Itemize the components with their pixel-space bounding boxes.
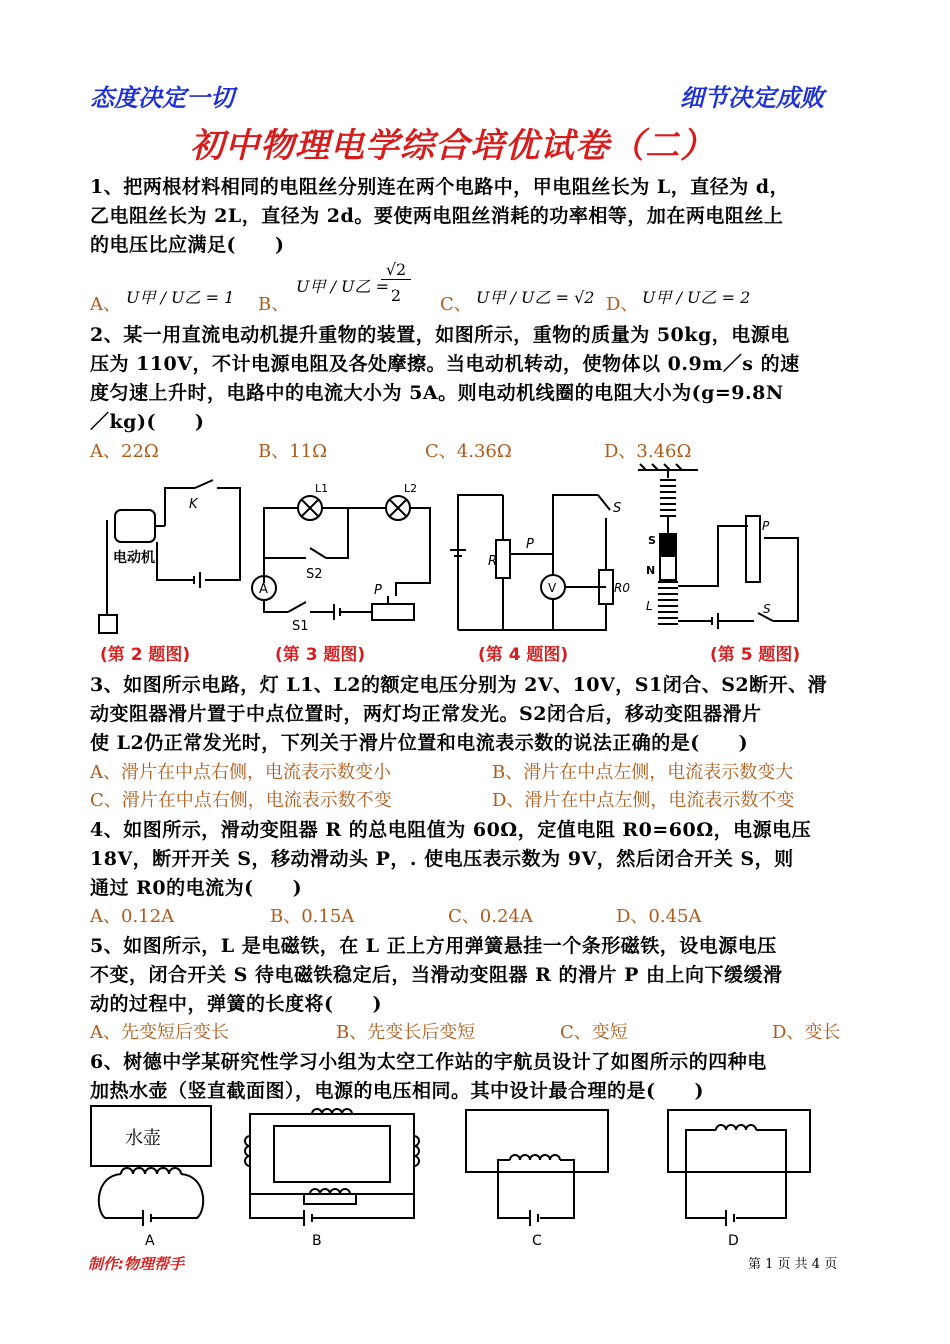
- q3-option-c: C、滑片在中点右侧，电流表示数不变: [90, 790, 392, 811]
- q1-option-label: A、: [90, 294, 121, 315]
- q2-option-c: C、4.36Ω: [425, 441, 512, 462]
- q1-line: 的电压比应满足( ): [90, 234, 285, 256]
- figure-5-s-pole-label: S: [648, 534, 656, 547]
- q4-line: 4、如图所示，滑动变阻器 R 的总电阻值为 60Ω，定值电阻 R0=60Ω，电源电压: [90, 819, 812, 841]
- q6-figure-label: A: [145, 1233, 155, 1249]
- q6-figure-label: C: [532, 1233, 542, 1249]
- q1-option-b-denominator: 2: [390, 286, 402, 305]
- q3-line: 使 L2仍正常发光时，下列关于滑片位置和电流表示数的说法正确的是( ): [90, 732, 749, 754]
- q5-line: 5、如图所示，L 是电磁铁，在 L 正上方用弹簧悬挂一个条形磁铁，设电源电压: [90, 935, 777, 957]
- figure-3-s1-label: S1: [292, 619, 309, 634]
- q3-option-d: D、滑片在中点左侧，电流表示数不变: [492, 790, 795, 811]
- q1-option-label: D、: [606, 294, 639, 315]
- q1-option-b-formula: U甲 / U乙 =: [296, 277, 390, 296]
- q1-line: 1、把两根材料相同的电阻丝分别连在两个电路中，甲电阻丝长为 L，直径为 d，: [90, 176, 790, 198]
- figure-caption: (第 4 题图): [478, 645, 569, 665]
- figure-3-ammeter-label: A: [259, 582, 268, 597]
- q4-line: 18V，断开开关 S，移动滑动头 P，. 使电压表示数为 9V，然后闭合开关 S，则: [90, 848, 794, 870]
- q5-option-a: A、先变短后变长: [90, 1022, 229, 1043]
- q4-option-b: B、0.15A: [270, 906, 355, 927]
- q2-line: 度匀速上升时，电路中的电流大小为 5A。则电动机线圈的电阻大小为(g=9.8N: [90, 382, 784, 404]
- figure-3-l1-label: L1: [315, 482, 329, 495]
- q6-figure-a: [85, 1100, 225, 1250]
- q4-line: 通过 R0的电流为( ): [90, 877, 303, 899]
- q5-option-c: C、变短: [560, 1022, 628, 1043]
- figure-3-l2-label: L2: [404, 482, 418, 495]
- figure-2-motor-label: 电动机: [113, 550, 155, 566]
- q1-option-label: C、: [440, 294, 472, 315]
- header-motto-left: 态度决定一切: [90, 84, 234, 112]
- q1-line: 乙电阻丝长为 2L，直径为 2d。要使两电阻丝消耗的功率相等，加在两电阻丝上: [90, 205, 784, 227]
- footer-author: 制作:物理帮手: [88, 1255, 184, 1273]
- q1-option-d-formula: U甲 / U乙 = 2: [642, 288, 751, 307]
- q1-option-c-formula: U甲 / U乙 = √2: [476, 288, 595, 307]
- q4-option-d: D、0.45A: [616, 906, 702, 927]
- q3-line: 动变阻器滑片置于中点位置时，两灯均正常发光。S2闭合后，移动变阻器滑片: [90, 703, 762, 725]
- q6-line: 6、树德中学某研究性学习小组为太空工作站的宇航员设计了如图所示的四种电: [90, 1051, 767, 1073]
- q4-option-a: A、0.12A: [90, 906, 175, 927]
- q5-line: 不变，闭合开关 S 待电磁铁稳定后，当滑动变阻器 R 的滑片 P 由上向下缓缓滑: [90, 964, 783, 986]
- q2-line: 2、某一用直流电动机提升重物的装置，如图所示，重物的质量为 50kg，电源电: [90, 324, 790, 346]
- q6-figure-b: [244, 1100, 424, 1250]
- figure-4-s-label: S: [613, 501, 622, 516]
- figure-5-electromagnet-circuit: [638, 466, 818, 636]
- figure-4-v-label: V: [548, 581, 557, 595]
- figure-5-n-pole-label: N: [646, 564, 656, 577]
- figure-4-p-label: P: [526, 537, 534, 552]
- q3-line: 3、如图所示电路，灯 L1、L2的额定电压分别为 2V、10V，S1闭合、S2断开、滑: [90, 674, 828, 696]
- q5-option-b: B、先变长后变短: [336, 1022, 476, 1043]
- q5-line: 动的过程中，弹簧的长度将( ): [90, 993, 382, 1015]
- q2-option-d: D、3.46Ω: [604, 441, 692, 462]
- figure-2-motor-circuit: [95, 480, 245, 640]
- q2-option-a: A、22Ω: [90, 441, 159, 462]
- q6-line: 加热水壶（竖直截面图），电源的电压相同。其中设计最合理的是( ): [90, 1080, 704, 1102]
- q2-line: 压为 110V，不计电源电阻及各处摩擦。当电动机转动，使物体以 0.9m／s 的速: [90, 353, 800, 375]
- q5-option-d: D、变长: [772, 1022, 841, 1043]
- q3-option-b: B、滑片在中点左侧，电流表示数变大: [492, 762, 794, 783]
- figure-4-voltmeter-circuit: [448, 480, 628, 640]
- header-motto-right: 细节决定成败: [680, 84, 824, 112]
- page-number: 第 1 页 共 4 页: [748, 1257, 838, 1272]
- figure-caption: (第 5 题图): [710, 645, 801, 665]
- q6-figure-d: [660, 1100, 820, 1250]
- figure-4-r-label: R: [488, 554, 498, 569]
- figure-5-l-label: L: [646, 599, 653, 613]
- q1-option-a-formula: U甲 / U乙 = 1: [126, 288, 235, 307]
- q6-kettle-label: 水壶: [125, 1128, 161, 1149]
- figure-4-r0-label: R0: [614, 581, 630, 595]
- q2-line: ／kg)( ): [90, 411, 205, 433]
- figure-caption: (第 3 题图): [275, 645, 366, 665]
- figure-3-s2-label: S2: [306, 567, 323, 582]
- q4-option-c: C、0.24A: [448, 906, 533, 927]
- figure-3-lamp-circuit: [248, 478, 438, 638]
- q6-figure-label: B: [312, 1233, 322, 1249]
- figure-5-switch-label: S: [763, 602, 771, 616]
- page-title: 初中物理电学综合培优试卷（二）: [190, 126, 715, 166]
- q2-option-b: B、11Ω: [258, 441, 328, 462]
- figure-2-switch-label: K: [189, 497, 198, 512]
- q6-figure-c: [458, 1100, 618, 1250]
- q1-option-label: B、: [258, 294, 290, 315]
- q1-option-b-numerator: √2: [381, 260, 411, 280]
- figure-caption: (第 2 题图): [100, 645, 191, 665]
- q3-option-a: A、滑片在中点右侧，电流表示数变小: [90, 762, 391, 783]
- figure-5-p-label: P: [762, 519, 770, 533]
- q6-figure-label: D: [728, 1233, 739, 1249]
- figure-3-p-label: P: [374, 583, 382, 598]
